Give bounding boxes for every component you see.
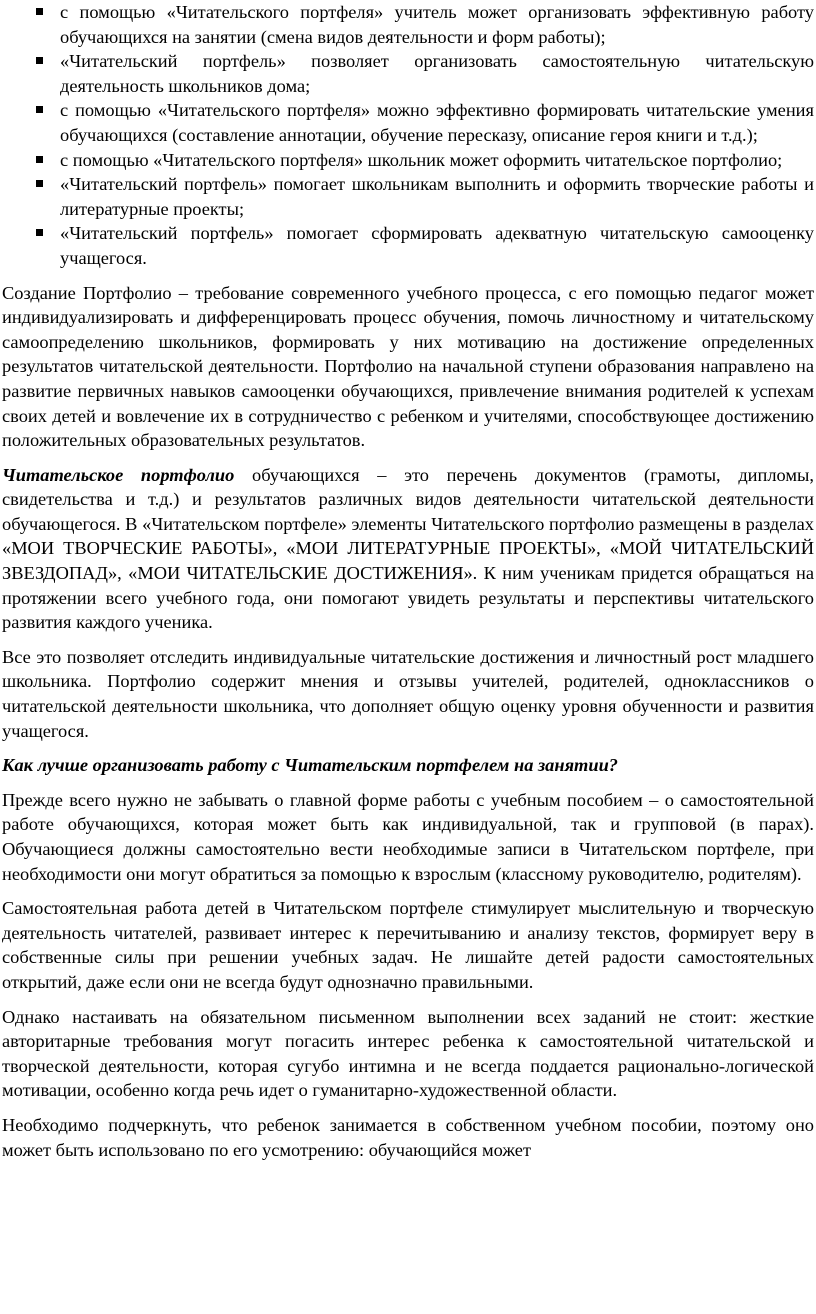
square-bullet-icon — [36, 156, 43, 163]
paragraph-written-tasks: Однако настаивать на обязательном письменном выполнении всех заданий не стоит: жесткие авторитарные требования могут погасить интерес ребенка к самостоятельной читательской и творческой деятельности, которая сугубо интимна и не всегда поддается рационально-логической мотивации, особенно когда речь идет о гуманитарно-художественной области. — [2, 1006, 814, 1101]
paragraph-stimulation: Самостоятельная работа детей в Читательском портфеле стимулирует мыслительную и творческую деятельность читателей, развивает интерес к перечитыванию и анализу текстов, формирует веру в собственные силы при решении учебных задач. Не лишайте детей радости самостоятельных открытий, даже если они не всегда будут однозначно правильными. — [2, 898, 814, 992]
square-bullet-icon — [36, 229, 43, 236]
bullet-list — [2, 0, 814, 271]
list-item: с помощью «Читательского портфеля» учитель может организовать эффективную работу обучающихся на занятии (смена видов деятельности и форм работы); — [60, 0, 814, 49]
paragraph-independent-work: Прежде всего нужно не забывать о главной форме работы с учебным пособием – о самостоятельной работе обучающихся, которая может быть как индивидуальной, так и групповой (в парах). Обучающиеся должны самостоятельно вести необходимые записи в Читательском портфеле, при необходимости они могут обратиться за помощью к взрослым (классному руководителю, родителям). — [2, 789, 814, 884]
square-bullet-icon — [36, 57, 43, 64]
section-heading: Как лучше организовать работу с Читательским портфелем на занятии? — [2, 755, 619, 776]
square-bullet-icon — [36, 106, 43, 113]
square-bullet-icon — [36, 8, 43, 15]
list-item: «Читательский портфель» позволяет организовать самостоятельную читательскую деятельность школьников дома; — [60, 49, 814, 98]
paragraph-portfolio-creation: Создание Портфолио – требование современного учебного процесса, с его помощью педагог может индивидуализировать и дифференцировать процесс обучения, помочь личностному и читательскому самоопределению школьников, формировать у них мотивацию на достижение определенных результатов читательской деятельности. Портфолио на начальной ступени образования направлено на развитие первичных навыков самооценки обучающихся, привлечение внимания родителей к успехам своих детей и вовлечение их в сотрудничество с ребенком и учителями, способствующее достижению положительных образовательных результатов. — [2, 282, 814, 451]
paragraph-own-manual: Необходимо подчеркнуть, что ребенок занимается в собственном учебном пособии, поэтому оно может быть использовано по его усмотрению: обучающийся может — [2, 1114, 814, 1160]
list-item: с помощью «Читательского портфеля» можно эффективно формировать читательские умения обучающихся (составление аннотации, обучение пересказу, описание героя книги и т.д.); — [60, 98, 814, 147]
paragraph-reader-portfolio: Читательское портфолио обучающихся – это перечень документов (грамоты, дипломы, свидетельства и т.д.) и результатов различных видов деятельности читательской деятельности обучающегося. В «Читательском портфеле» элементы Читательского портфолио размещены в разделах «МОИ ТВОРЧЕСКИЕ РАБОТЫ», «МОИ ЛИТЕРАТУРНЫЕ ПРОЕКТЫ», «МОЙ ЧИТАТЕЛЬСКИЙ ЗВЕЗДОПАД», «МОИ ЧИТАТЕЛЬСКИЕ ДОСТИЖЕНИЯ». К ним ученикам придется обращаться на протяжении всего учебного года, они помогают увидеть результаты и перспективы читательского развития каждого ученика. — [2, 464, 814, 633]
term-reader-portfolio: Читательское портфолио — [2, 464, 235, 485]
paragraph-achievements: Все это позволяет отследить индивидуальные читательские достижения и личностный рост младшего школьника. Портфолио содержит мнения и отзывы учителей, родителей, одноклассников о читательской деятельности школьника, что дополняет общую оценку уровня обученности и развития учащегося. — [2, 646, 814, 741]
list-item: «Читательский портфель» помогает школьникам выполнить и оформить творческие работы и литературные проекты; — [60, 172, 814, 221]
list-item: «Читательский портфель» помогает сформировать адекватную читательскую самооценку учащегося. — [60, 221, 814, 270]
list-item: с помощью «Читательского портфеля» школьник может оформить читательское портфолио; — [60, 148, 814, 173]
square-bullet-icon — [36, 180, 43, 187]
